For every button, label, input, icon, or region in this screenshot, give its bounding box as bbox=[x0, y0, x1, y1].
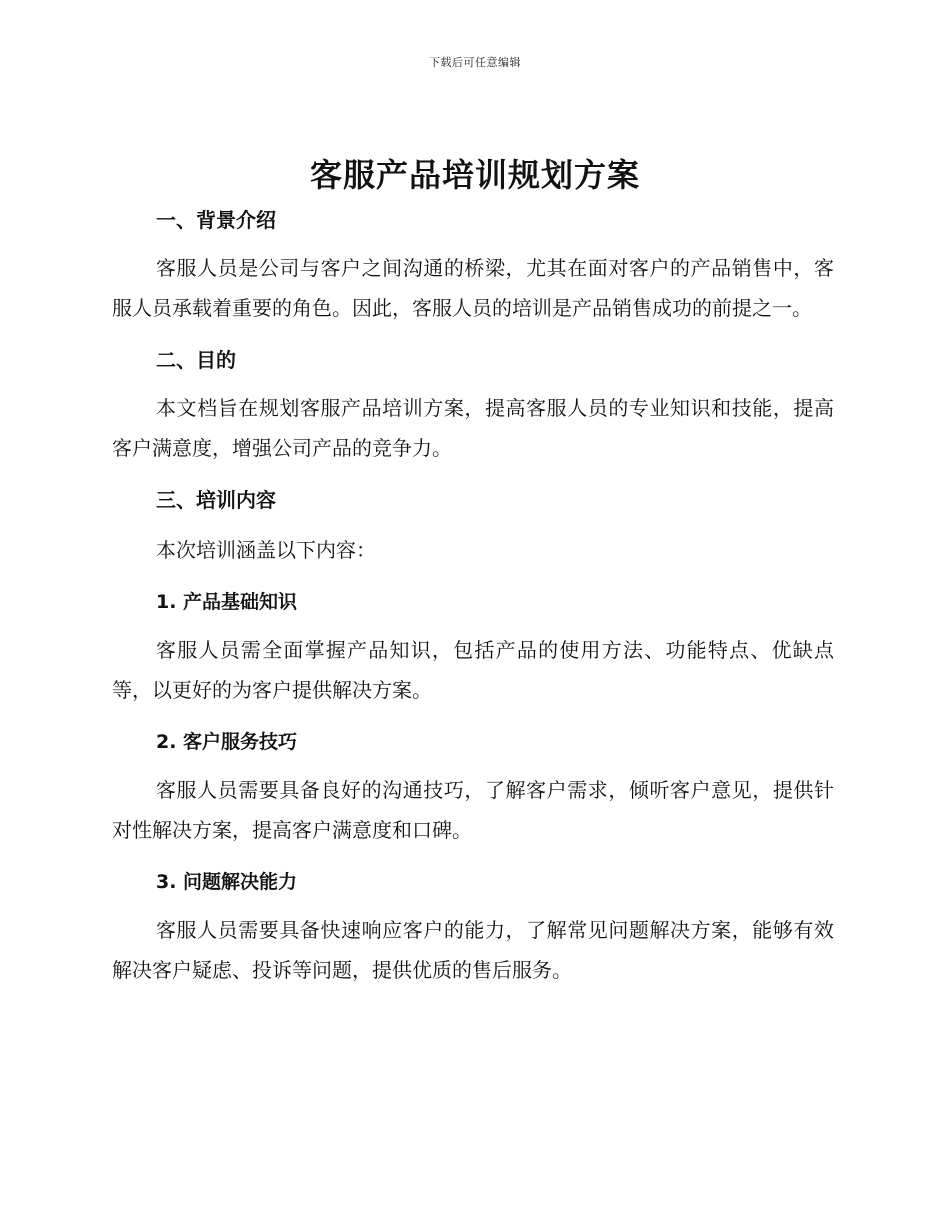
subsection-paragraph-problem-solving: 客服人员需要具备快速响应客户的能力，了解常见问题解决方案，能够有效解决客户疑虑、投诉等问题，提供优质的售后服务。 bbox=[112, 918, 834, 982]
document-body bbox=[112, 198, 834, 1000]
section-heading-content: 三、培训内容 bbox=[156, 488, 276, 512]
section-heading-background: 一、背景介绍 bbox=[156, 208, 276, 232]
section-paragraph-purpose: 本文档旨在规划客服产品培训方案，提高客服人员的专业知识和技能，提高客户满意度，增强公司产品的竞争力。 bbox=[112, 396, 834, 460]
section-paragraph-background: 客服人员是公司与客户之间沟通的桥梁，尤其在面对客户的产品销售中，客服人员承载着重要的角色。因此，客服人员的培训是产品销售成功的前提之一。 bbox=[112, 256, 834, 320]
document-title: 客服产品培训规划方案 bbox=[309, 156, 640, 194]
header-note: 下载后可任意编辑 bbox=[429, 56, 521, 69]
subsection-paragraph-product-knowledge: 客服人员需全面掌握产品知识，包括产品的使用方法、功能特点、优缺点等，以更好的为客户提供解决方案。 bbox=[112, 638, 834, 702]
subsection-paragraph-service-skills: 客服人员需要具备良好的沟通技巧，了解客户需求，倾听客户意见，提供针对性解决方案，提高客户满意度和口碑。 bbox=[112, 778, 834, 842]
section-paragraph-content-intro: 本次培训涵盖以下内容： bbox=[156, 538, 376, 562]
subsection-heading-service-skills: 2. 客户服务技巧 bbox=[156, 731, 298, 753]
subsection-heading-problem-solving: 3. 问题解决能力 bbox=[156, 871, 298, 893]
section-heading-purpose: 二、目的 bbox=[156, 348, 236, 372]
subsection-heading-product-knowledge: 1. 产品基础知识 bbox=[156, 591, 298, 613]
